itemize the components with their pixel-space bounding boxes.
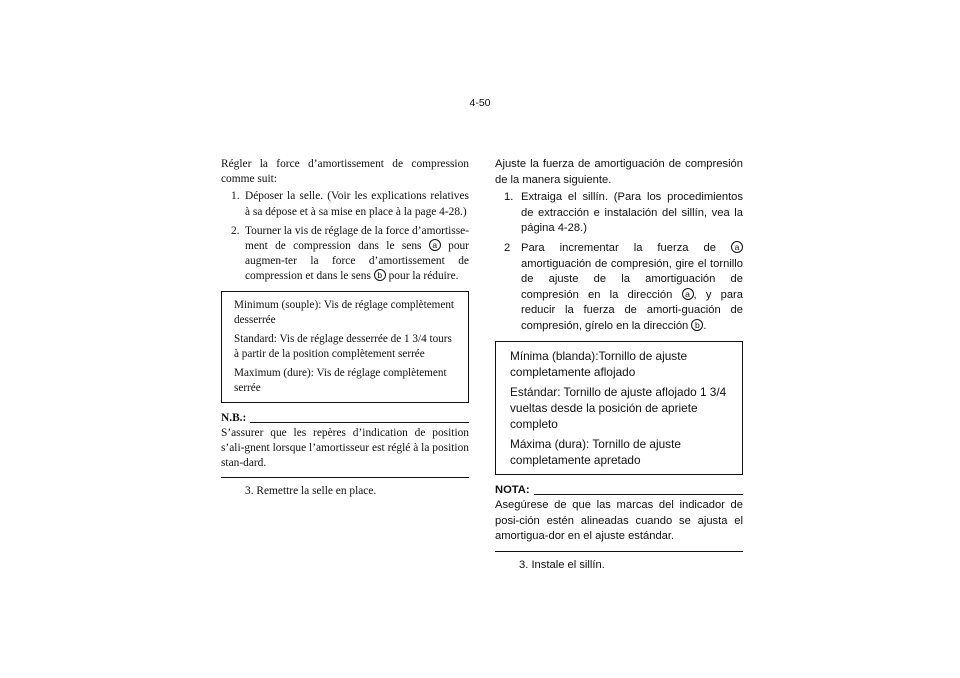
spanish-step-2: 2 Para incrementar la fuerza de a amortiguación de compresión, gire el tornillo de ajuste de la amortiguación de compresión en la dirección a , y para reducir la fuerza de amorti-guación de compresión, gírelo en la dirección b . <box>504 241 744 332</box>
french-setting-minimum: Minimum (souple): Vis de réglage complètement desserrée <box>234 298 455 326</box>
french-settings-box <box>221 291 469 403</box>
direction-b-icon: b <box>374 269 386 281</box>
spanish-note-text: Asegúrese de que las marcas del indicador de posi-ción estén alineadas cuando se ajusta el amortigua-dor en el ajuste estándar. <box>495 499 743 543</box>
note-rule <box>534 493 743 495</box>
step-number: 2 <box>504 241 511 254</box>
note-end-rule <box>495 551 743 552</box>
french-setting-maximum: Maximum (dure): Vis de réglage complètement serrée <box>234 366 447 394</box>
spanish-steps <box>495 190 743 334</box>
step-number: 3. <box>519 558 529 571</box>
step-number: 2. <box>231 224 240 237</box>
french-steps <box>221 189 469 284</box>
french-step-1: 1. Déposer la selle. (Voir les explications relatives à sa dépose et à sa mise en place à la page 4-28.) <box>231 190 469 218</box>
direction-b-icon: b <box>691 319 703 331</box>
page-number: 4-50 <box>469 97 491 109</box>
spanish-intro: Ajuste la fuerza de amortiguación de compresión de la manera siguiente. <box>495 158 743 186</box>
french-column <box>221 157 469 500</box>
note-rule <box>250 421 469 423</box>
step-number: 3. <box>245 485 254 498</box>
french-note-text: S’assurer que les repères d’indication de position s’ali-gnent lorsque l’amortisseur est réglé à la position stan-dard. <box>221 426 469 470</box>
spanish-note-header <box>495 483 743 499</box>
french-note-header <box>221 411 469 426</box>
spanish-setting-standard: Estándar: Tornillo de ajuste aflojado 1 3/4 vueltas desde la posición de apriete completo <box>510 384 727 431</box>
french-setting-standard: Standard: Vis de réglage desserrée de 1 3/4 tours à partir de la position complètement serrée <box>234 332 452 360</box>
direction-a-icon: a <box>731 241 743 253</box>
spanish-column <box>495 157 743 574</box>
direction-a-icon: a <box>682 288 694 300</box>
french-intro: Régler la force d’amortissement de compression comme suit: <box>221 158 469 186</box>
direction-a-icon: a <box>429 239 441 251</box>
spanish-note-label: NOTA: <box>495 483 530 496</box>
french-note-label: N.B.: <box>221 411 247 424</box>
step-number: 1. <box>231 190 240 203</box>
spanish-setting-minimum: Mínima (blanda):Tornillo de ajuste completamente aflojado <box>510 348 688 379</box>
french-step-2: 2. Tourner la vis de réglage de la force d’amortisse-ment de compression dans le sens a pour augmen-ter la force d’amortissement de compression et dans le sens b pour la réduire. <box>231 224 470 283</box>
note-end-rule <box>221 477 469 478</box>
spanish-step-3: 3. Instale el sillín. <box>519 558 605 571</box>
spanish-settings-box <box>495 341 743 475</box>
french-step-3: 3. Remettre la selle en place. <box>245 485 377 498</box>
spanish-step-1: 1. Extraiga el sillín. (Para los procedimientos de extracción e instalación del sillín, vea la página 4-28.) <box>504 191 743 235</box>
spanish-setting-maximum: Máxima (dura): Tornillo de ajuste completamente apretado <box>510 436 681 467</box>
step-number: 1. <box>504 191 514 204</box>
